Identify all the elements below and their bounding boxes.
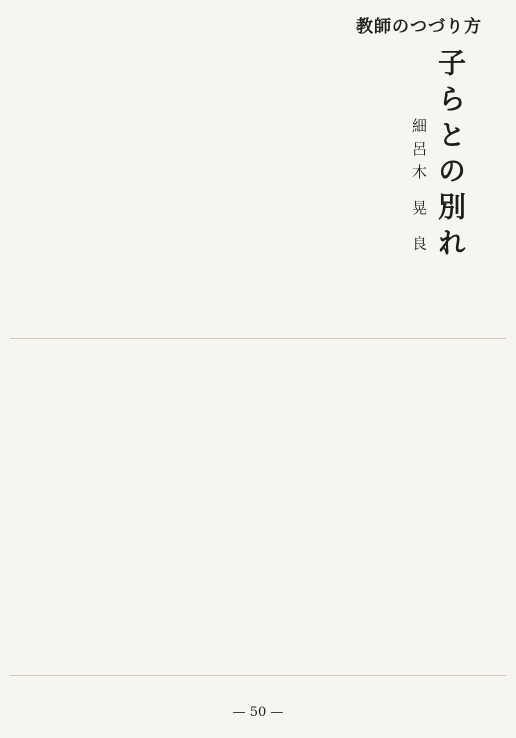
middle-rule bbox=[10, 338, 506, 339]
page-number: — 50 — bbox=[232, 705, 284, 720]
author-name: 細呂木 晃 良 bbox=[410, 118, 428, 259]
bottom-rule bbox=[10, 675, 506, 676]
series-title: 教師のつづり方 bbox=[356, 17, 482, 37]
article-title: 子らとの別れ bbox=[434, 48, 467, 264]
